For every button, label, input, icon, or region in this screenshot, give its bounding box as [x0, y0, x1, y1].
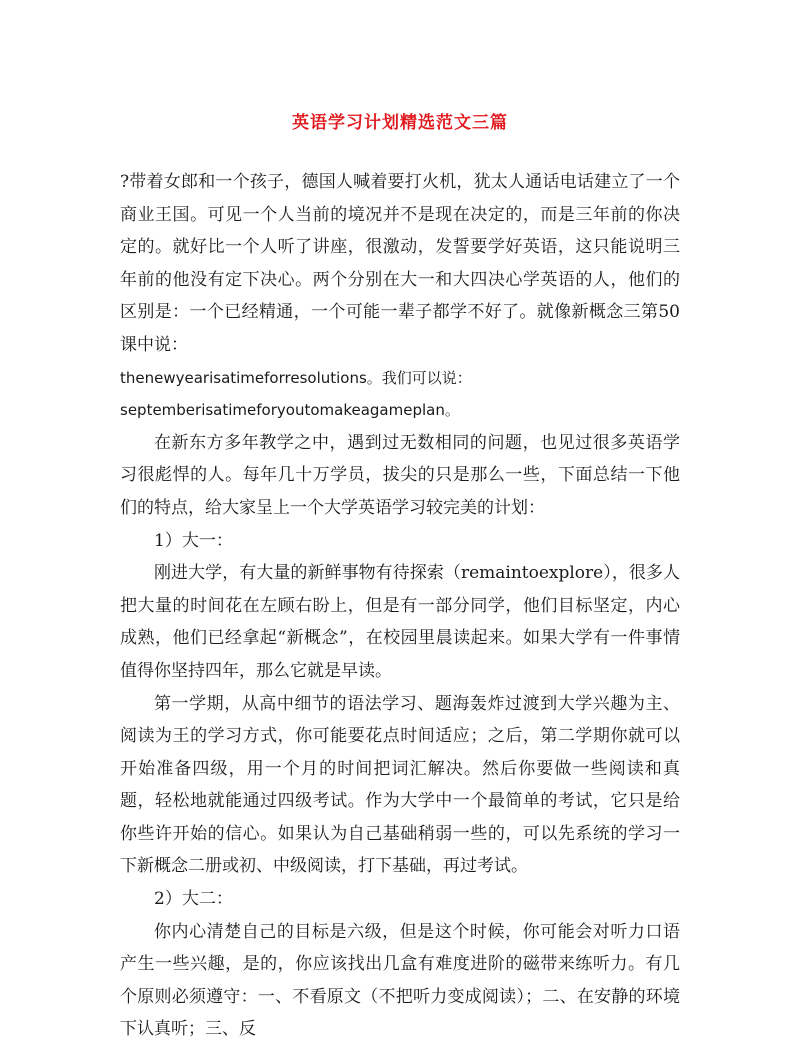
paragraph-intro: ?带着女郎和一个孩子，德国人喊着要打火机，犹太人通话电话建立了一个商业王国。可见一个人当前的境况并不是现在决定的，而是三年前的你决定的。就好比一个人听了讲座，很激动，发誓要学好英语，这只能说明三年前的他没有定下决心。两个分别在大一和大四决心学英语的人，他们的区别是：一个已经精通，一个可能一辈子都学不好了。就像新概念三第50课中说： — [120, 172, 680, 355]
paragraph-year-two: 你内心清楚自己的目标是六级，但是这个时候，你可能会对听力口语产生一些兴趣，是的，你应该找出几盒有难度进阶的磁带来练听力。有几个原则必须遵守：一、不看原文（不把听力变成阅读）；二、在安静的环境下认真听；三、反 — [120, 921, 680, 1040]
section-heading-year-two: 2）大二： — [154, 889, 233, 910]
paragraph-resolutions-quote: thenewyearisatimeforresolutions。我们可以说： — [120, 368, 472, 387]
document-body — [120, 166, 680, 1046]
section-heading-year-one: 1）大一： — [154, 530, 233, 551]
paragraph-teaching-experience: 在新东方多年教学之中，遇到过无数相同的问题，也见过很多英语学习很彪悍的人。每年几十万学员，拔尖的只是那么一些，下面总结一下他们的特点，给大家呈上一个大学英语学习较完美的计划： — [120, 432, 680, 518]
paragraph-gameplan-quote: septemberisatimeforyoutomakeagameplan。 — [120, 401, 460, 420]
paragraph-year-one: 刚进大学，有大量的新鲜事物有待探索（remaintoexplore），很多人把大量的时间花在左顾右盼上，但是有一部分同学，他们目标坚定，内心成熟，他们已经拿起“新概念”，在校园里晨读起来。如果大学有一件事情值得你坚持四年，那么它就是早读。 — [120, 563, 680, 681]
paragraph-first-semester: 第一学期，从高中细节的语法学习、题海轰炸过渡到大学兴趣为主、阅读为王的学习方式，你可能要花点时间适应；之后，第二学期你就可以开始准备四级，用一个月的时间把词汇解决。然后你要做一些阅读和真题，轻松地就能通过四级考试。作为大学中一个最简单的考试，它只是给你些许开始的信心。如果认为自己基础稍弱一些的，可以先系统的学习一下新概念二册或初、中级阅读，打下基础，再过考试。 — [120, 693, 680, 877]
document-title: 英语学习计划精选范文三篇 — [292, 113, 508, 133]
